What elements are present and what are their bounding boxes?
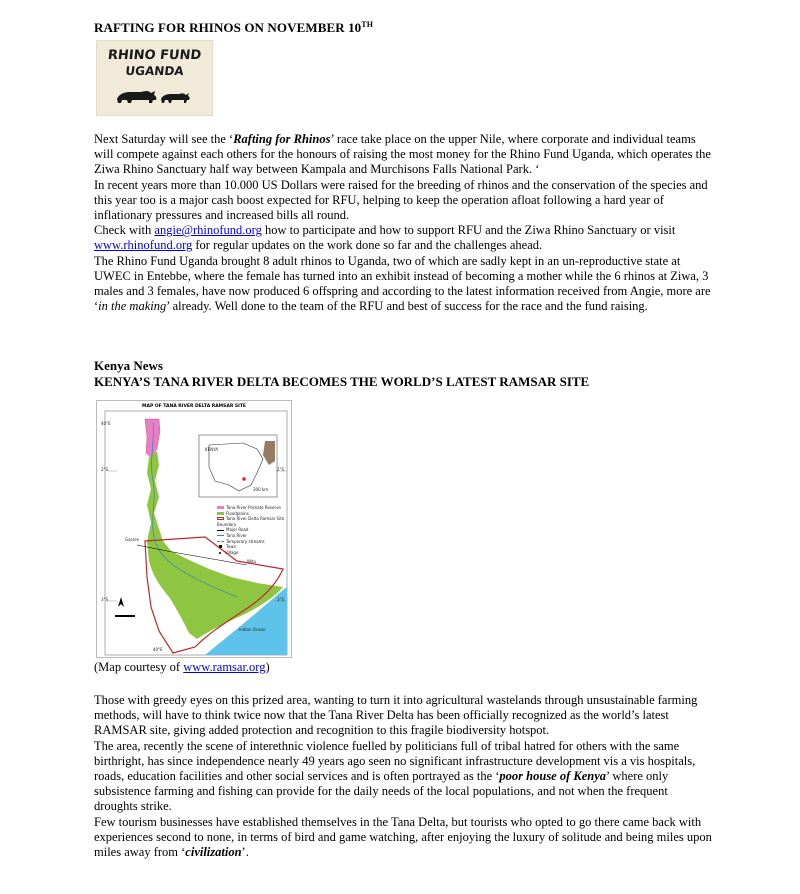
paragraph [94,223,714,253]
label-40e-top: 40°E [101,421,111,426]
label-3s-left: 3°S [101,597,109,602]
label-40e-bottom: 40°E [153,647,163,652]
text: ’. [241,845,249,860]
paragraph [94,815,714,861]
text: Check with [94,223,155,238]
section-label: Kenya News [94,358,163,373]
text: for regular updates on the work done so far and the challenges ahead. [192,238,543,253]
title-superscript: TH [361,20,374,29]
paragraph [94,739,714,815]
text: (Map courtesy of [94,660,184,674]
label-3s-right: 3°S [277,597,285,602]
text: ’ already. Well done to the team of the RFU and best of success for the race and the fund raising. [166,299,648,314]
emphasis: in the making [98,299,167,314]
label-2s-right: 2°S [277,467,285,472]
inset-country: KENYA [205,447,219,452]
rhino-fund-logo [96,40,213,116]
ramsar-map [96,400,292,658]
paragraph: In recent years more than 10.000 US Dollars were raised for the breeding of rhinos and the conservation of the species and this year too is a major cash boost expected for RFU, helping to keep the operation afloat following a hard year of inflationary pressures and increased bills all round. [94,177,708,223]
label-witu: Witu [247,559,257,564]
text: The area, recently the scene of interethnic violence fuelled by politicians full of tribal hatred for others with the same birthright, has since independence nearly 49 years ago seen no significant infrastructure development vis a vis hospitals, roads, education facilities and other social services and is often portrayed as the ‘ [94,738,696,784]
inset-scale: 300 km [253,487,269,492]
paragraph [94,132,714,178]
rhino-silhouette-icon [115,85,197,105]
title-text: RAFTING FOR RHINOS ON NOVEMBER 10 [94,20,362,35]
legend-item: Village [217,550,291,556]
text: Next Saturday will see the ‘ [94,132,234,146]
headline: KENYA’S TANA RIVER DELTA BECOMES THE WORLD’S LATEST RAMSAR SITE [94,374,590,389]
legend-item: Major Road [217,527,291,533]
legend-item: Tana River [217,533,291,539]
label-garsen: Garsen [125,537,140,542]
event-name: Rafting for Rhinos [233,132,331,146]
label-ocean: Indian Ocean [239,627,266,632]
text: Few tourism businesses have established themselves in the Tana Delta, but tourists who opted to go there came back with experiences second to none, in terms of bird and game watching, after enjoying the luxury of solitude and being miles upon miles away from ‘ [94,814,712,860]
label-2s-left: 2°S [101,467,109,472]
kenya-section [94,358,589,390]
emphasis: civilization [185,845,242,860]
legend-item: Tana River Primate Reserve [217,505,291,511]
text: ) [265,660,270,674]
map-title: MAP OF TANA RIVER DELTA RAMSAR SITE [142,404,246,409]
logo-line-2: UGANDA [124,64,185,78]
rafting-article [94,132,714,314]
map-legend [217,505,291,555]
website-link[interactable]: www.rhinofund.org [94,238,193,253]
article-title [94,20,373,36]
legend-item: Floodplains [217,511,291,517]
map-credit [94,660,270,675]
logo-line-1: RHINO FUND [107,48,202,63]
paragraph [94,254,714,315]
text: ’ race take place on the upper Nile, where corporate and individual teams will compete against each others for the honours of raising the most money for the Rhino Fund Uganda, which operates the Ziwa Rhino Sanctuary half way between Kampala and Murchisons Falls National Park. ‘ [94,132,711,177]
ramsar-article [94,693,714,860]
paragraph: Those with greedy eyes on this prized area, wanting to turn it into agricultural wastelands through unsustainable farming methods, will have to think twice now that the Tana River Delta has been officially recognized as the world’s latest RAMSAR site, giving added protection and recognition to this fragile biodiversity hotspot. [94,693,698,738]
emphasis: poor house of Kenya [499,769,607,784]
text: ’ where only subsistence farming and fishing can provide for the daily needs of the local populations, and not when the frequent droughts strike. [94,769,669,814]
legend-item: Temporary streams [217,539,291,545]
text: how to participate and how to support RFU and the Ziwa Rhino Sanctuary or visit [261,223,676,238]
ramsar-link[interactable]: www.ramsar.org [183,660,266,674]
legend-item: Tana River Delta Ramsar Site Boundary [217,516,285,527]
text: The Rhino Fund Uganda brought 8 adult rhinos to Uganda, two of which are sadly kept in an un-reproductive state at UWEC in Entebbe, where the female has turned into an exhibit instead of becoming a mother while the 6 rhinos at Ziwa, 3 males and 3 females, have now produced 6 offspring and according to the latest information received from Angie, more are ‘ [94,253,711,314]
email-link[interactable]: angie@rhinofund.org [154,223,262,238]
legend-item: Town [217,544,291,550]
